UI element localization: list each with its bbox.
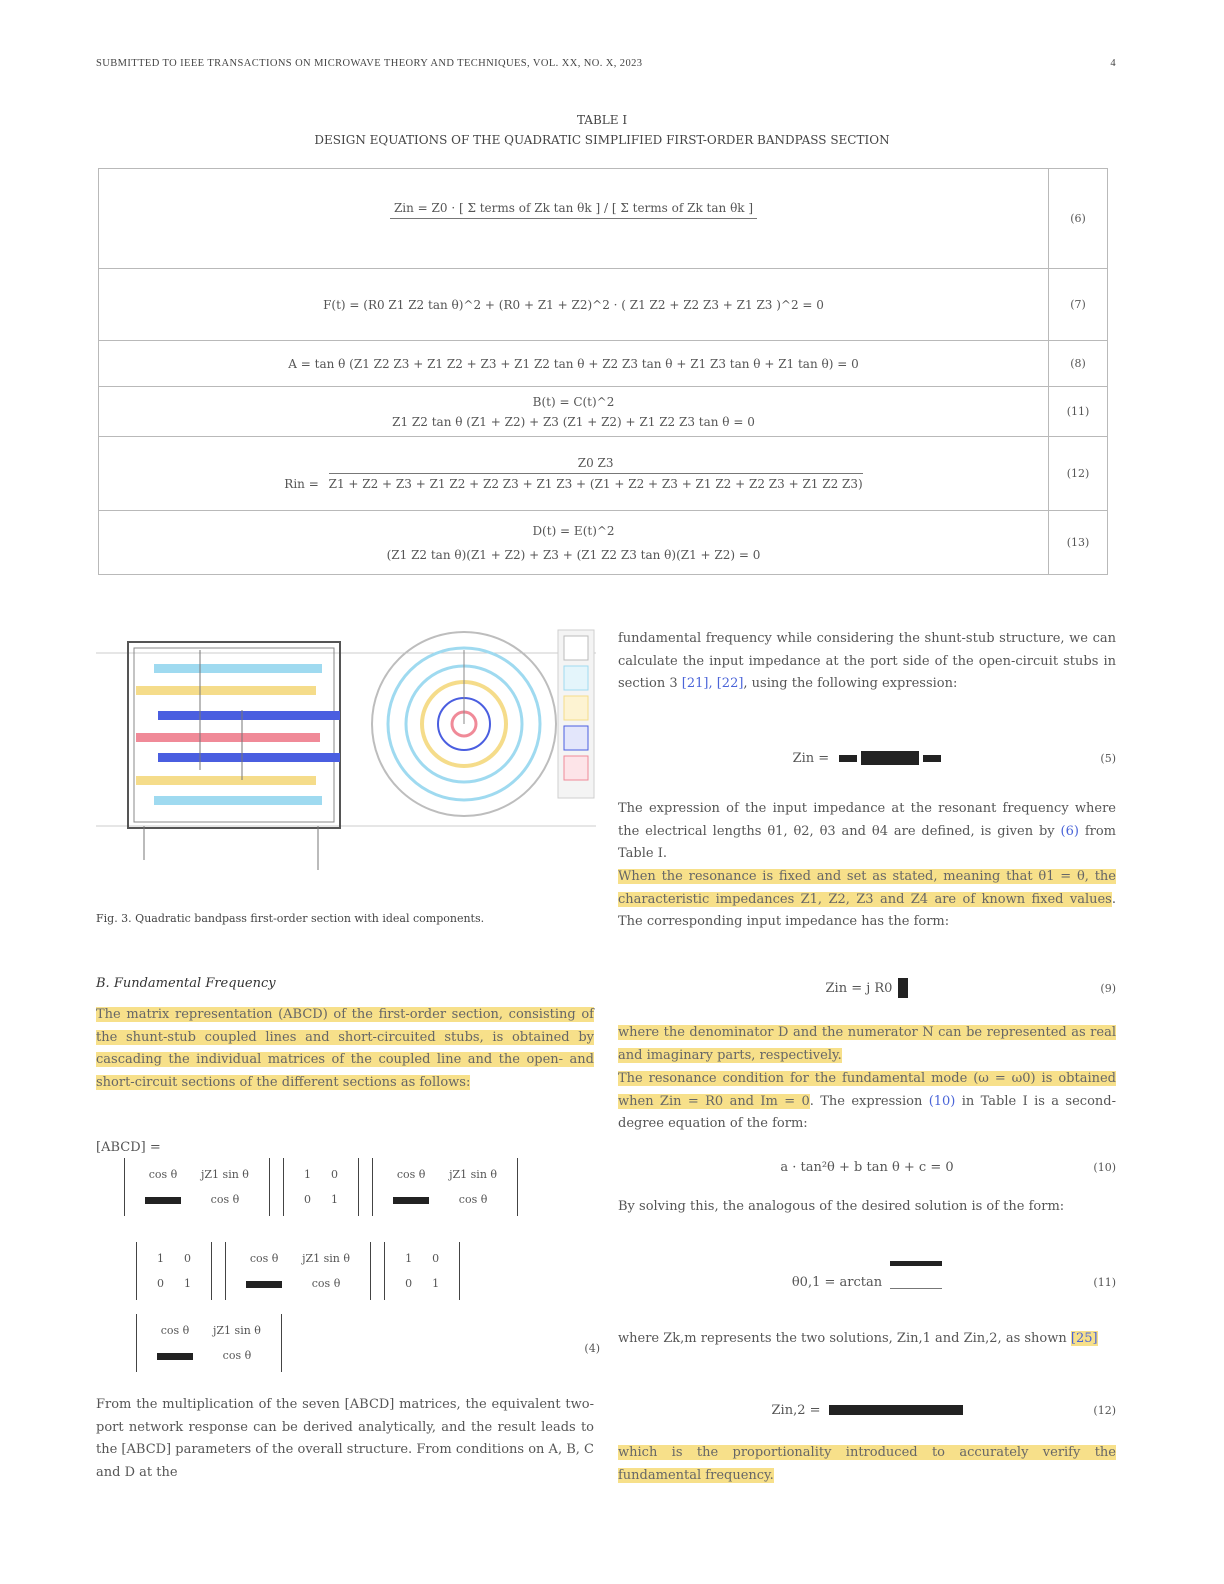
equation-cell xyxy=(99,437,1049,511)
table-row xyxy=(99,387,1108,437)
equation-cell xyxy=(99,511,1049,575)
table-row xyxy=(99,437,1108,511)
figure-caption: Fig. 3. Quadratic bandpass first-order section with ideal components. xyxy=(96,912,485,925)
table-title: DESIGN EQUATIONS OF THE QUADRATIC SIMPLIFIED FIRST-ORDER BANDPASS SECTION xyxy=(314,133,890,147)
equation-link[interactable]: (10) xyxy=(928,1093,956,1109)
equation-12 xyxy=(618,1390,1116,1430)
matrix: 1 0 0 1 xyxy=(384,1242,460,1300)
left-paragraph-1 xyxy=(96,1004,594,1094)
matrix-row xyxy=(132,1242,464,1300)
circuit-figure xyxy=(96,620,596,900)
matrix: 1 0 0 1 xyxy=(136,1242,212,1300)
right-paragraph-3: When the resonance is fixed and set as stated, meaning that θ1 = θ, the characteristic impedances Z1, Z2, Z3 and Z4 are of known fixed values. The corresponding input impedance has the form: xyxy=(618,869,1116,929)
right-paragraph-7: where Zk,m represents the two solutions, Zin,1 and Zin,2, as shown [25] xyxy=(618,1331,1098,1346)
table-row xyxy=(99,169,1108,269)
equation-cell: F(t) = (R0 Z1 Z2 tan θ)^2 + (R0 + Z1 + Z2)^2 · ( Z1 Z2 + Z2 Z3 + Z1 Z3 )^2 = 0 xyxy=(99,269,1049,341)
highlighted-text: The resonance condition for the fundamental mode (ω = ω0) is obtained when Zin = R0 and Im = 0 xyxy=(618,1071,1116,1109)
equation-11 xyxy=(618,1252,1116,1312)
section-title: B. Fundamental Frequency xyxy=(96,976,276,991)
equation-line-top: B(t) = C(t)^2 xyxy=(532,394,615,409)
equation-number: (12) xyxy=(1093,1403,1116,1417)
cyan-band xyxy=(154,796,322,805)
highlighted-text: The matrix representation (ABCD) of the first-order section, consisting of the shunt-stub coupled lines and short-circuited stubs, is obtained by cascading the individual matrices of the coupled line and the open- and short-circuit sections of the different sections as follows: xyxy=(96,1007,594,1090)
equation-10 xyxy=(618,1154,1116,1180)
matrix: 1 0 0 1 xyxy=(283,1158,359,1216)
right-paragraph-6: By solving this, the analogous of the desired solution is of the form: xyxy=(618,1199,1065,1214)
equation-text: Zin = Z0 · [ Σ terms of Zk tan θk ] / [ Σ terms of Zk tan θk ] xyxy=(390,201,757,219)
yellow-band xyxy=(136,686,316,695)
equation-number: (4) xyxy=(584,1342,600,1355)
highlighted-text: where the denominator D and the numerator N can be represented as real and imaginary parts, respectively. xyxy=(618,1025,1116,1063)
citation-link[interactable]: [25] xyxy=(1070,1331,1098,1346)
equation-5 xyxy=(618,736,1116,780)
highlighted-text: which is the proportionality introduced to accurately verify the fundamental frequency. xyxy=(618,1445,1116,1483)
equation-number: (5) xyxy=(1100,751,1116,765)
equation-line-top: D(t) = E(t)^2 xyxy=(532,523,615,538)
right-paragraph-8 xyxy=(618,1442,1116,1487)
equation-denominator: Z1 + Z2 + Z3 + Z1 Z2 + Z2 Z3 + Z1 Z3 + (Z1 + Z2 + Z3 + Z1 Z2 + Z2 Z3 + Z1 Z2 Z3) xyxy=(328,477,863,491)
cyan-band xyxy=(154,664,322,673)
equation-number: (12) xyxy=(1049,437,1108,511)
page-number: 4 xyxy=(1110,58,1116,69)
legend-swatch-yellow xyxy=(564,696,588,720)
equation-line-bottom: (Z1 Z2 tan θ)(Z1 + Z2) + Z3 + (Z1 Z2 Z3 tan θ)(Z1 + Z2) = 0 xyxy=(386,547,761,562)
table-row xyxy=(99,341,1108,387)
equation-number: (8) xyxy=(1049,341,1108,387)
matrix-label: [ABCD] = xyxy=(96,1140,161,1155)
equation-number: (7) xyxy=(1049,269,1108,341)
equation-numerator: Z0 Z3 xyxy=(329,456,863,474)
matrix: cos θ jZ1 sin θ cos θ xyxy=(124,1158,270,1216)
equation-9 xyxy=(618,968,1116,1008)
blue-band xyxy=(158,711,340,720)
equation-label: Zin,2 = xyxy=(771,1402,821,1418)
matrix-equation xyxy=(100,1158,600,1388)
right-paragraph-5: The resonance condition for the fundamental mode (ω = ω0) is obtained when Zin = R0 and Im = 0. The expression (10) in Table I is a second-degree equation of the form: xyxy=(618,1071,1116,1131)
equation-number: (13) xyxy=(1049,511,1108,575)
equation-cell: A = tan θ (Z1 Z2 Z3 + Z1 Z2 + Z3 + Z1 Z2 tan θ + Z2 Z3 tan θ + Z1 Z3 tan θ + Z1 tan θ) = 0 xyxy=(99,341,1049,387)
legend-swatch-red xyxy=(564,756,588,780)
matrix: cos θ jZ1 sin θ cos θ xyxy=(225,1242,371,1300)
legend-swatch-cyan xyxy=(564,666,588,690)
legend-swatch-blue xyxy=(564,726,588,750)
red-band xyxy=(136,733,320,742)
running-head-title: SUBMITTED TO IEEE TRANSACTIONS ON MICROWAVE THEORY AND TECHNIQUES, VOL. XX, NO. X, 2023 xyxy=(96,58,643,69)
equation-table xyxy=(98,168,1108,575)
right-paragraph-1: fundamental frequency while considering the shunt-stub structure, we can calculate the input impedance at the port side of the open-circuit stubs in section 3 [21], [22], using the following expression: xyxy=(618,631,1116,691)
equation-number: (9) xyxy=(1100,981,1116,995)
right-paragraph-4 xyxy=(618,1022,1116,1067)
equation-line-bottom: Z1 Z2 tan θ (Z1 + Z2) + Z3 (Z1 + Z2) + Z1 Z2 Z3 tan θ = 0 xyxy=(392,414,755,429)
matrix: cos θ jZ1 sin θ cos θ xyxy=(372,1158,518,1216)
highlighted-text: When the resonance is fixed and set as stated, meaning that θ1 = θ, the characteristic impedances Z1, Z2, Z3 and Z4 are of known fixed values xyxy=(618,869,1116,907)
table-caption xyxy=(96,110,1108,150)
equation-cell xyxy=(99,387,1049,437)
equation-prefix: Rin = xyxy=(284,477,319,491)
table-row xyxy=(99,269,1108,341)
yellow-band xyxy=(136,776,316,785)
right-paragraph-2: The expression of the input impedance at the resonant frequency where the electrical lengths θ1, θ2, θ3 and θ4 are defined, is given by (6) from Table I. xyxy=(618,801,1116,861)
equation-number: (11) xyxy=(1093,1275,1116,1289)
equation-label: Zin = xyxy=(792,750,830,766)
left-paragraph-2: From the multiplication of the seven [ABCD] matrices, the equivalent two-port network response can be derived analytically, and the result leads to the [ABCD] parameters of the overall structure. From conditions on A, B, C and D at the xyxy=(96,1397,594,1480)
equation-number: (10) xyxy=(1093,1160,1116,1174)
matrix-row xyxy=(120,1158,522,1216)
running-head xyxy=(96,58,1116,69)
legend-swatch-gray xyxy=(564,636,588,660)
equation-link[interactable]: (6) xyxy=(1060,823,1079,839)
equation-cell xyxy=(99,169,1049,269)
equation-number: (6) xyxy=(1049,169,1108,269)
blue-band xyxy=(158,753,340,762)
table-row xyxy=(99,511,1108,575)
equation-label: Zin = j R0 xyxy=(825,980,893,996)
citation-link[interactable]: [21], [22] xyxy=(681,676,744,691)
matrix: cos θ jZ1 sin θ cos θ xyxy=(136,1314,282,1372)
matrix-row xyxy=(132,1314,286,1372)
table-number: TABLE I xyxy=(576,113,628,127)
equation-label: θ0,1 = arctan xyxy=(791,1274,883,1290)
equation-number: (11) xyxy=(1049,387,1108,437)
equation-text: a · tan²θ + b tan θ + c = 0 xyxy=(780,1159,954,1175)
